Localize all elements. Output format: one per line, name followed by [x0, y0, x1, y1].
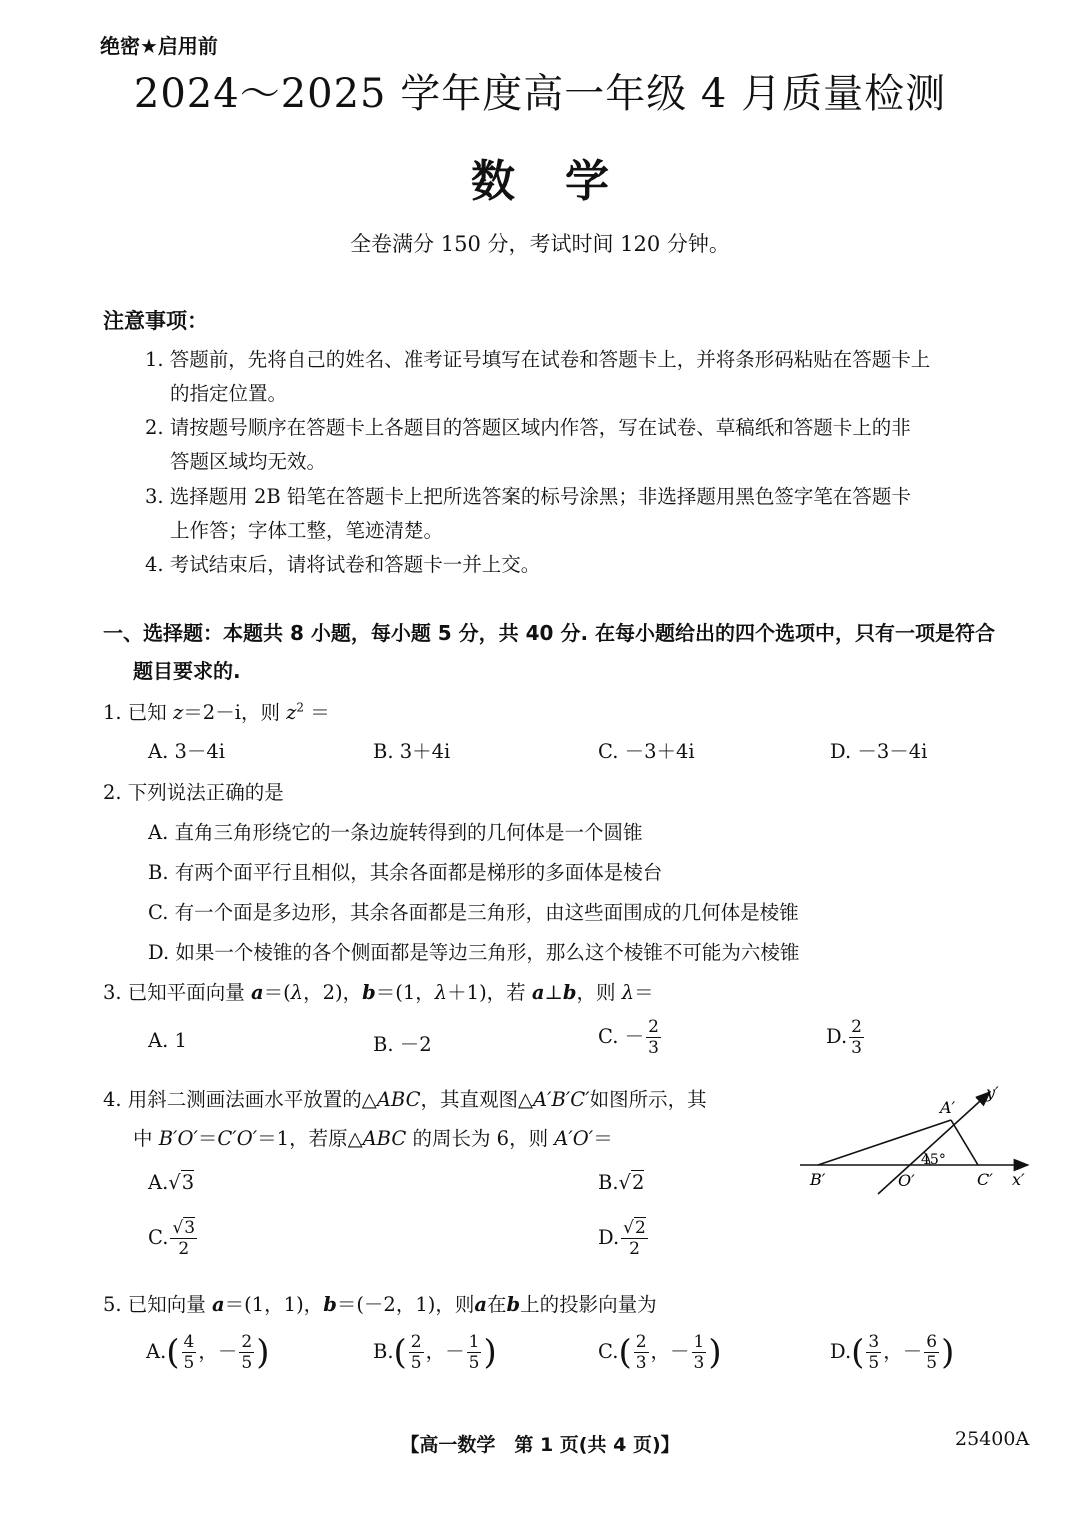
- question-3-stem: 3. 已知平面向量 a＝(λ，2)，b＝(1，λ＋1)，若 a⊥b，则 λ＝: [103, 981, 654, 1004]
- q3-option-d: D. $\frac{2}{3}$: [826, 1017, 862, 1058]
- q5-option-a: A.( $\frac{4}{5}$ ，－ $\frac{2}{5}$ ): [146, 1332, 270, 1373]
- score-info: 全卷满分 150 分，考试时间 120 分钟。: [350, 232, 730, 256]
- q4-option-a: A.√3: [148, 1171, 195, 1194]
- subject-title: 数学: [471, 156, 659, 207]
- q2-option-a: A. 直角三角形绕它的一条边旋转得到的几何体是一个圆锥: [148, 821, 643, 844]
- notice-item: 答题区域均无效。: [170, 450, 327, 473]
- label-y: y′: [986, 1083, 999, 1102]
- q1-option-d: D. －3－4i: [830, 740, 928, 763]
- angle-label: 45°: [921, 1152, 946, 1168]
- question-4-stem-line1: 4. 用斜二测画法画水平放置的△ABC，其直观图△A′B′C′如图所示，其: [103, 1088, 707, 1111]
- question-2-stem: 2. 下列说法正确的是: [103, 781, 284, 804]
- q2-option-d: D. 如果一个棱锥的各个侧面都是等边三角形，那么这个棱锥不可能为六棱锥: [148, 941, 800, 964]
- q3-option-b: B. －2: [373, 1033, 432, 1056]
- q1-option-b: B. 3＋4i: [373, 740, 451, 763]
- notice-item: 2. 请按题号顺序在答题卡上各题目的答题区域内作答，写在试卷、草稿纸和答题卡上的非: [145, 416, 911, 439]
- question-5-stem: 5. 已知向量 a＝(1，1)，b＝(－2，1)，则a在b上的投影向量为: [103, 1293, 657, 1316]
- label-b: B′: [810, 1170, 826, 1189]
- section-heading: 一、选择题：本题共 8 小题，每小题 5 分，共 40 分. 在每小题给出的四个选项中，只有一项是符合: [103, 621, 996, 645]
- notice-item: 上作答；字体工整，笔迹清楚。: [170, 519, 444, 542]
- q4-option-d: D. $\frac{√2}{2}$: [598, 1218, 646, 1259]
- notice-item: 4. 考试结束后，请将试卷和答题卡一并上交。: [145, 553, 541, 576]
- notice-item: 3. 选择题用 2B 铅笔在答题卡上把所选答案的标号涂黑；非选择题用黑色签字笔在答题卡: [145, 485, 911, 508]
- q1-option-a: A. 3－4i: [148, 740, 226, 763]
- secret-label: 绝密★启用前: [100, 34, 218, 58]
- q3-option-c: C. － $\frac{2}{3}$: [598, 1017, 659, 1058]
- label-x: x′: [1012, 1170, 1025, 1189]
- label-o: O′: [898, 1171, 915, 1190]
- page-footer: 【高一数学 第 1 页(共 4 页)】: [400, 1434, 680, 1456]
- question-4-stem-line2: 中 B′O′＝C′O′＝1，若原△ABC 的周长为 6，则 A′O′＝: [133, 1127, 613, 1150]
- exam-title: 2024～2025 学年度高一年级 4 月质量检测: [133, 71, 947, 117]
- q2-option-b: B. 有两个面平行且相似，其余各面都是梯形的多面体是棱台: [148, 861, 663, 884]
- q4-option-b: B.√2: [598, 1171, 645, 1194]
- q4-figure: [790, 1078, 1040, 1203]
- q4-option-c: C. $\frac{√3}{2}$: [148, 1218, 196, 1259]
- q5-option-d: D.( $\frac{3}{5}$ ，－ $\frac{6}{5}$ ): [830, 1332, 955, 1373]
- question-1-stem: 1. 已知 z＝2－i，则 $z^2$ ＝: [103, 700, 330, 724]
- y-axis: [878, 1092, 990, 1194]
- label-c: C′: [977, 1170, 993, 1189]
- q5-option-c: C.( $\frac{2}{3}$ ，－ $\frac{1}{3}$ ): [598, 1332, 722, 1373]
- side-a-c: [951, 1120, 978, 1165]
- notice-item: 1. 答题前，先将自己的姓名、准考证号填写在试卷和答题卡上，并将条形码粘贴在答题卡上: [145, 348, 931, 371]
- q1-option-c: C. －3＋4i: [598, 740, 695, 763]
- q2-option-c: C. 有一个面是多边形，其余各面都是三角形，由这些面围成的几何体是棱锥: [148, 901, 799, 924]
- q5-option-b: B.( $\frac{2}{5}$ ，－ $\frac{1}{5}$ ): [373, 1332, 497, 1373]
- paper-code: 25400A: [955, 1428, 1030, 1450]
- label-a: A′: [940, 1098, 956, 1117]
- notice-item: 的指定位置。: [170, 382, 288, 405]
- q3-option-a: A. 1: [148, 1029, 187, 1052]
- notice-heading: 注意事项：: [103, 309, 208, 333]
- section-heading-cont: 题目要求的.: [133, 659, 241, 683]
